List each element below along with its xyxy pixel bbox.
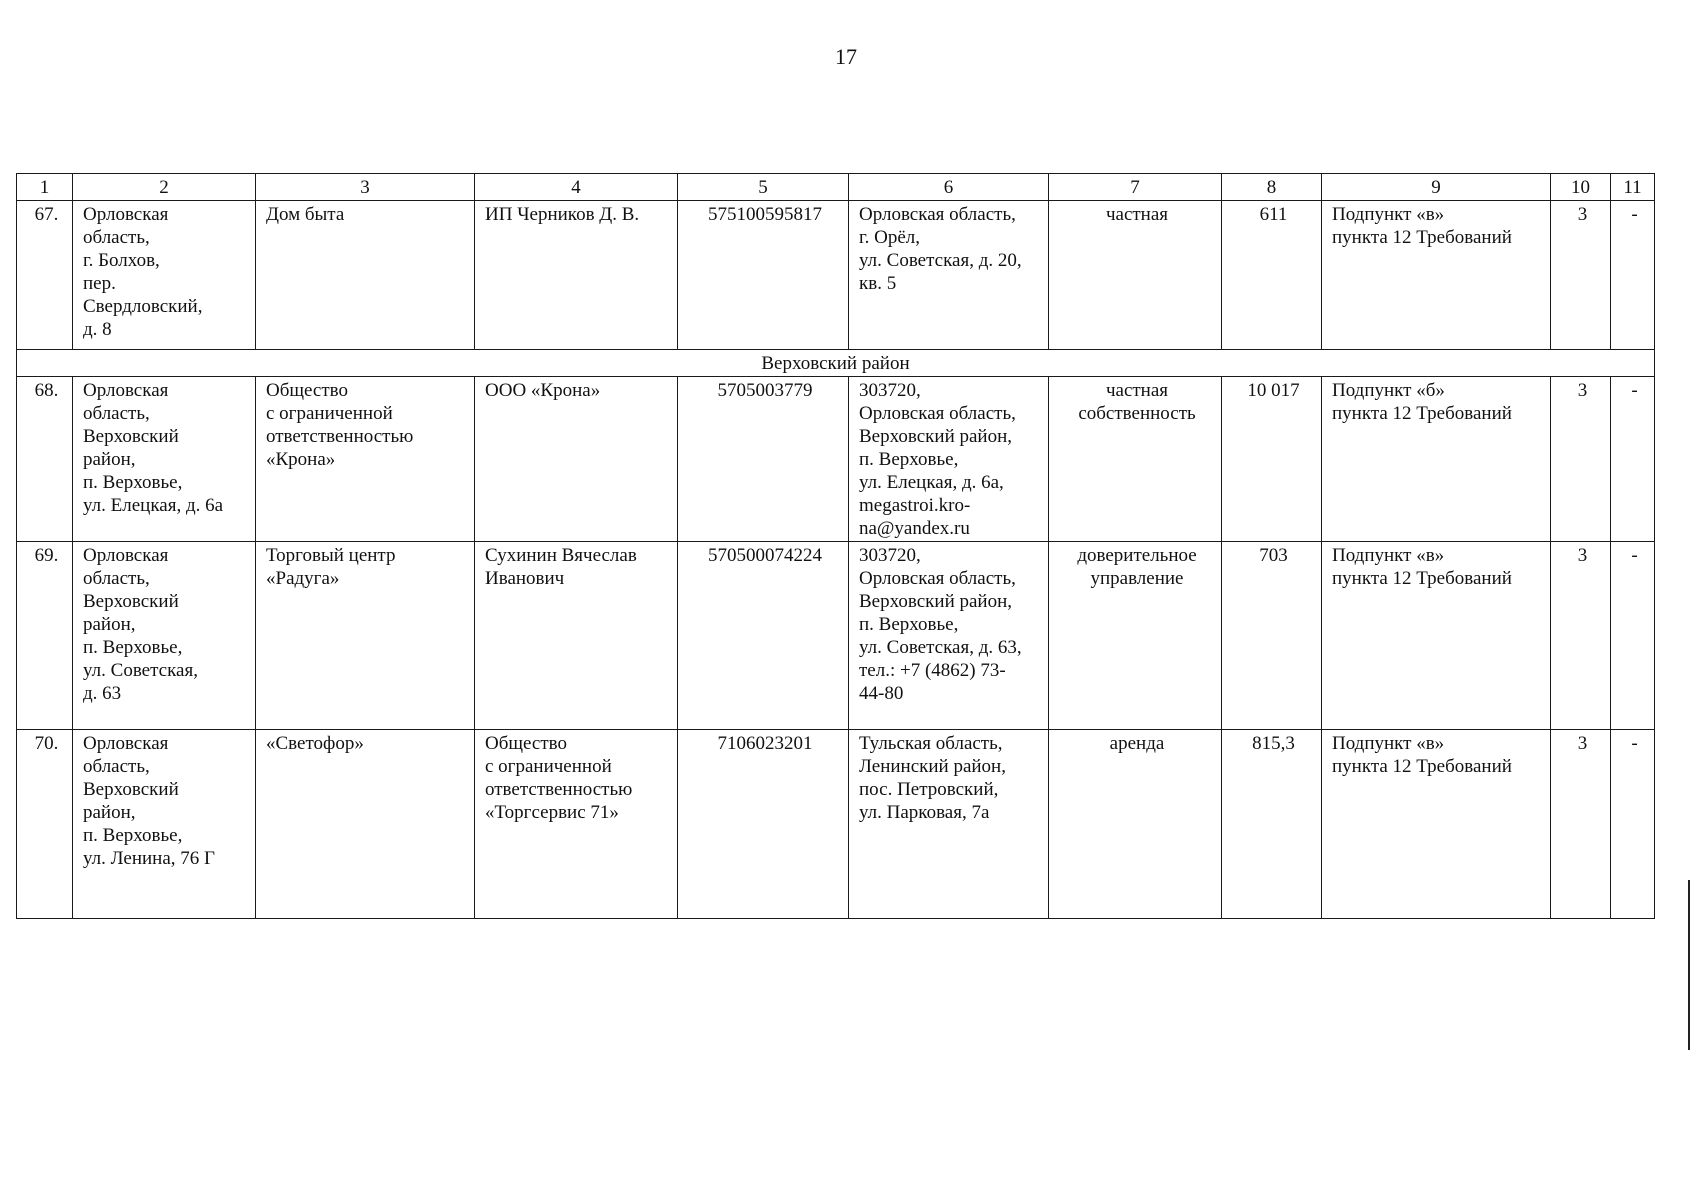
owner-inn: 575100595817 — [678, 201, 849, 350]
column-header: 4 — [475, 174, 678, 201]
table-row — [17, 377, 1655, 542]
object-name: Общество с ограниченной ответственностью «Крона» — [256, 377, 475, 542]
table-row — [17, 201, 1655, 350]
object-area: 611 — [1222, 201, 1322, 350]
owner-name: ИП Черников Д. В. — [475, 201, 678, 350]
section-title: Верховский район — [17, 350, 1655, 377]
registry-table — [16, 173, 1655, 919]
column-header: 5 — [678, 174, 849, 201]
owner-address: Тульская область, Ленинский район, пос. Петровский, ул. Парковая, 7а — [849, 730, 1049, 919]
ownership-type: доверительное управление — [1049, 542, 1222, 730]
owner-address: Орловская область, г. Орёл, ул. Советская, д. 20, кв. 5 — [849, 201, 1049, 350]
owner-inn: 5705003779 — [678, 377, 849, 542]
column-header: 3 — [256, 174, 475, 201]
object-area: 815,3 — [1222, 730, 1322, 919]
owner-name: ООО «Крона» — [475, 377, 678, 542]
legal-basis: Подпункт «в» пункта 12 Требований — [1322, 730, 1551, 919]
extra-value: - — [1611, 377, 1655, 542]
object-area: 703 — [1222, 542, 1322, 730]
column-number-row — [17, 174, 1655, 201]
column-header: 7 — [1049, 174, 1222, 201]
section-row — [17, 350, 1655, 377]
table-row — [17, 542, 1655, 730]
owner-inn: 570500074224 — [678, 542, 849, 730]
extra-value: - — [1611, 542, 1655, 730]
category-value: 3 — [1551, 542, 1611, 730]
legal-basis: Подпункт «б» пункта 12 Требований — [1322, 377, 1551, 542]
ownership-type: частная — [1049, 201, 1222, 350]
owner-address: 303720, Орловская область, Верховский район, п. Верховье, ул. Советская, д. 63, тел.: +7 (4862) 73- 44-80 — [849, 542, 1049, 730]
extra-value: - — [1611, 201, 1655, 350]
object-location: Орловская область, Верховский район, п. Верховье, ул. Ленина, 76 Г — [73, 730, 256, 919]
row-number: 70. — [17, 730, 73, 919]
object-location: Орловская область, Верховский район, п. Верховье, ул. Советская, д. 63 — [73, 542, 256, 730]
legal-basis: Подпункт «в» пункта 12 Требований — [1322, 201, 1551, 350]
column-header: 1 — [17, 174, 73, 201]
ownership-type: аренда — [1049, 730, 1222, 919]
object-name: Торговый центр «Радуга» — [256, 542, 475, 730]
column-header: 2 — [73, 174, 256, 201]
column-header: 11 — [1611, 174, 1655, 201]
column-header: 8 — [1222, 174, 1322, 201]
owner-name: Общество с ограниченной ответственностью «Торгсервис 71» — [475, 730, 678, 919]
column-header: 6 — [849, 174, 1049, 201]
object-location: Орловская область, Верховский район, п. Верховье, ул. Елецкая, д. 6а — [73, 377, 256, 542]
ownership-type: частная собственность — [1049, 377, 1222, 542]
row-number: 69. — [17, 542, 73, 730]
extra-value: - — [1611, 730, 1655, 919]
row-number: 67. — [17, 201, 73, 350]
row-number: 68. — [17, 377, 73, 542]
column-header: 10 — [1551, 174, 1611, 201]
owner-inn: 7106023201 — [678, 730, 849, 919]
owner-address: 303720, Орловская область, Верховский район, п. Верховье, ул. Елецкая, д. 6а, megastroi.kro- na@yandex.ru — [849, 377, 1049, 542]
legal-basis: Подпункт «в» пункта 12 Требований — [1322, 542, 1551, 730]
object-name: Дом быта — [256, 201, 475, 350]
category-value: 3 — [1551, 730, 1611, 919]
object-area: 10 017 — [1222, 377, 1322, 542]
owner-name: Сухинин Вячеслав Иванович — [475, 542, 678, 730]
category-value: 3 — [1551, 201, 1611, 350]
table-row — [17, 730, 1655, 919]
category-value: 3 — [1551, 377, 1611, 542]
object-location: Орловская область, г. Болхов, пер. Свердловский, д. 8 — [73, 201, 256, 350]
scan-margin-line — [1688, 880, 1690, 1050]
column-header: 9 — [1322, 174, 1551, 201]
object-name: «Светофор» — [256, 730, 475, 919]
page-number: 17 — [835, 44, 857, 69]
